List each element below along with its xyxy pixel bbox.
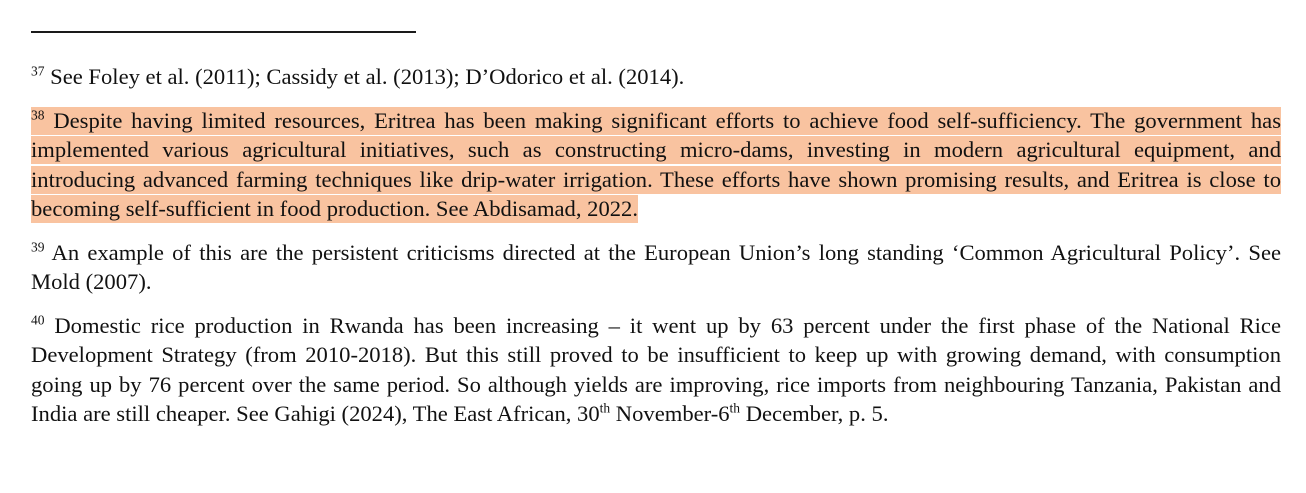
footnote-text-end: December, p. 5. (740, 401, 889, 426)
footnote-text: An example of this are the persistent criticisms directed at the European Union’s long standing ‘Common Agricultural Policy’. See Mold (2007). (31, 239, 1281, 294)
footnote-38 (31, 106, 1281, 224)
footnote-number: 37 (31, 63, 45, 79)
footnote-37 (31, 62, 1281, 92)
footnote-separator-rule (31, 31, 416, 33)
footnote-text: See Foley et al. (2011); Cassidy et al. (2013); D’Odorico et al. (2014). (50, 64, 685, 89)
footnotes-section (31, 62, 1281, 429)
ordinal-suffix: th (599, 400, 611, 416)
footnote-number: 38 (31, 107, 45, 123)
footnote-number: 40 (31, 312, 45, 328)
footnote-40 (31, 311, 1281, 429)
highlighted-text (31, 107, 1281, 224)
footnote-39 (31, 238, 1281, 297)
footnote-text: Domestic rice production in Rwanda has been increasing – it went up by 63 percent under the first phase of the National Rice Development Strategy (from 2010-2018). But this still proved to be insufficient to keep up with growing demand, with consumption going up by 76 percent over the same period. So although yields are improving, rice imports from neighbouring Tanzania, Pakistan and India are still cheaper. See Gahigi (2024), The East African, 30 (31, 312, 1281, 426)
ordinal-suffix: th (729, 400, 741, 416)
footnote-text-cont: November-6 (610, 401, 730, 426)
footnote-number: 39 (31, 239, 45, 255)
footnote-text: Despite having limited resources, Eritrea has been making significant efforts to achieve food self-sufficiency. The government has implemented various agricultural initiatives, such as constructing micro-dams, investing in modern agricultural equipment, and introducing advanced farming techniques like drip-water irrigation. These efforts have shown promising results, and Eritrea is close to becoming self-sufficient in food production. See Abdisamad, 2022. (31, 107, 1281, 221)
